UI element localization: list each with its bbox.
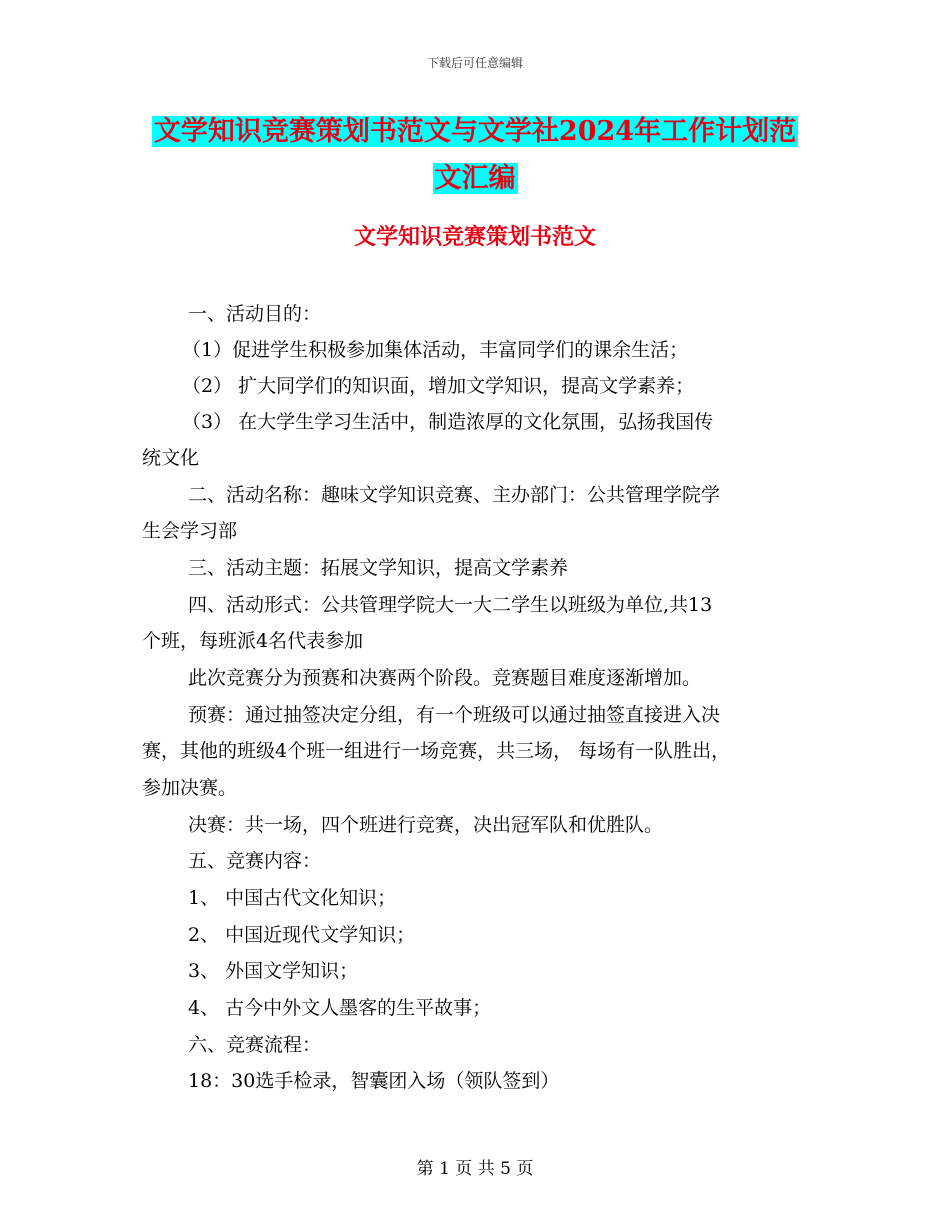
paragraph-line: 参加决赛。	[142, 777, 238, 799]
paragraph-line: 18：30选手检录，智囊团入场（领队签到）	[188, 1070, 560, 1092]
paragraph-line: 四、活动形式：公共管理学院大一大二学生以班级为单位,共13	[188, 594, 713, 616]
paragraph-line: 3、 外国文学知识；	[188, 960, 359, 982]
paragraph-line: 一、活动目的：	[188, 303, 322, 325]
paragraph-line: 2、 中国近现代文学知识；	[188, 924, 416, 946]
header-note: 下载后可任意编辑	[426, 56, 523, 70]
paragraph-line: 二、活动名称：趣味文学知识竞赛、主办部门：公共管理学院学	[188, 484, 721, 506]
section-title: 文学知识竞赛策划书范文	[353, 224, 596, 250]
paragraph-line: 个班，每班派4名代表参加	[142, 630, 364, 652]
paragraph-line: 4、 古今中外文人墨客的生平故事；	[188, 997, 492, 1019]
paragraph-line: （3） 在大学生学习生活中，制造浓厚的文化氛围，弘扬我国传	[182, 411, 714, 433]
paragraph-line: （2） 扩大同学们的知识面，增加文学知识，提高文学素养；	[182, 375, 695, 397]
paragraph-line: 统文化	[142, 447, 200, 469]
title-line-2: 文汇编	[434, 163, 516, 194]
page-footer: 第 1 页 共 5 页	[416, 1159, 534, 1179]
paragraph-line: 预赛：通过抽签决定分组，有一个班级可以通过抽签直接进入决	[188, 704, 721, 726]
paragraph-line: 赛，其他的班级4个班一组进行一场竞赛，共三场， 每场有一队胜出，	[142, 740, 731, 762]
title-line-1: 文学知识竞赛策划书范文与文学社2024年工作计划范	[153, 116, 797, 147]
paragraph-line: 六、竞赛流程：	[188, 1034, 322, 1056]
paragraph-line: 五、竞赛内容：	[188, 850, 322, 872]
paragraph-line: （1）促进学生积极参加集体活动，丰富同学们的课余生活；	[182, 339, 689, 361]
paragraph-line: 此次竞赛分为预赛和决赛两个阶段。竞赛题目难度逐渐增加。	[188, 667, 702, 689]
paragraph-line: 三、活动主题：拓展文学知识，提高文学素养	[188, 557, 569, 579]
paragraph-line: 生会学习部	[142, 520, 238, 542]
paragraph-line: 1、 中国古代文化知识；	[188, 887, 397, 909]
document-title	[0, 108, 950, 202]
paragraph-line: 决赛：共一场，四个班进行竞赛，决出冠军队和优胜队。	[188, 814, 664, 836]
